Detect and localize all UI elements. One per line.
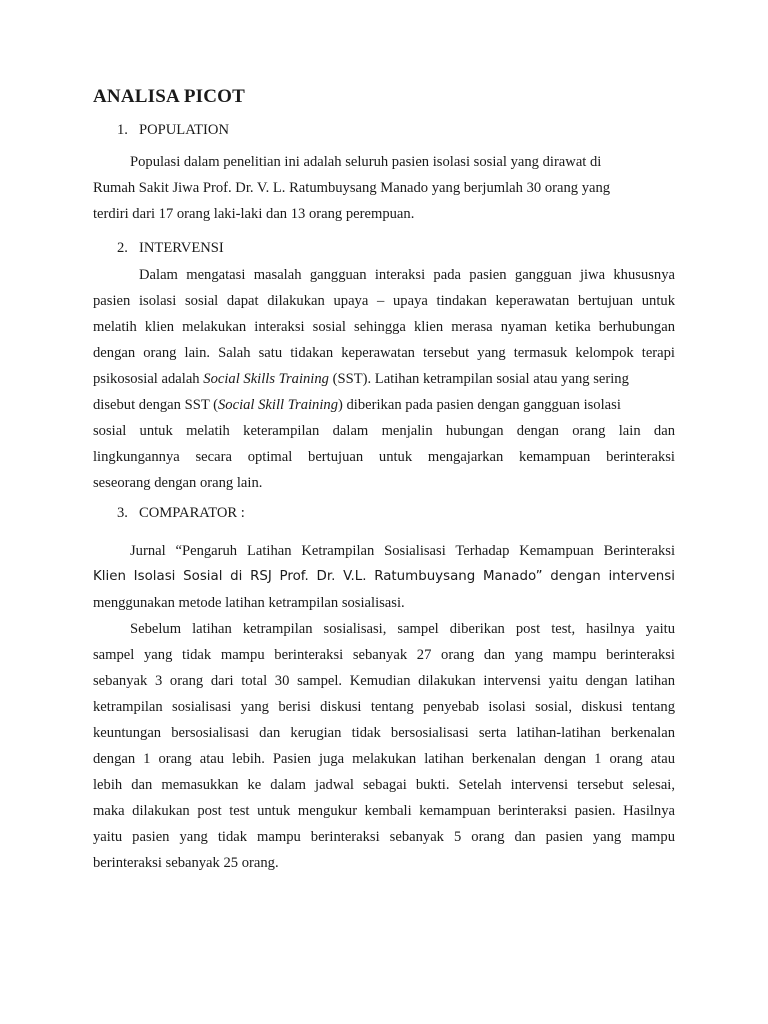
paragraph-line: maka dilakukan post test untuk mengukur kembali kemampuan berinteraksi pasien. Hasilnya [93, 803, 675, 819]
document-title: ANALISA PICOT [93, 86, 245, 107]
paragraph-line: yaitu pasien yang tidak mampu berinteraksi sebanyak 5 orang dan pasien yang mampu [93, 829, 675, 845]
paragraph-line: keuntungan bersosialisasi dan kerugian tidak bersosialisasi serta latihan-latihan berkenalan [93, 725, 675, 741]
paragraph-line: seseorang dengan orang lain. [93, 475, 263, 491]
paragraph-line: Dalam mengatasi masalah gangguan interaksi pada pasien gangguan jiwa khususnya [139, 267, 675, 283]
paragraph-line: ketrampilan sosialisasi yang berisi diskusi tentang penyebab isolasi sosial, diskusi tentang [93, 699, 675, 715]
paragraph-line: Jurnal “Pengaruh Latihan Ketrampilan Sosialisasi Terhadap Kemampuan Berinteraksi [130, 543, 675, 559]
paragraph-line: Rumah Sakit Jiwa Prof. Dr. V. L. Ratumbuysang Manado yang berjumlah 30 orang yang [93, 180, 611, 196]
section-title: COMPARATOR : [139, 505, 245, 521]
paragraph-line: Sebelum latihan ketrampilan sosialisasi, sampel diberikan post test, hasilnya yaitu [130, 621, 675, 637]
section-number: 3. [117, 505, 128, 521]
paragraph-line: terdiri dari 17 orang laki-laki dan 13 orang perempuan. [93, 206, 415, 222]
line-text: disebut dengan SST ( [93, 397, 218, 413]
paragraph-line [93, 366, 675, 392]
line-text: (SST). Latihan ketrampilan sosial atau yang sering [332, 371, 629, 387]
paragraph-line: lingkungannya secara optimal bertujuan untuk mengajarkan kemampuan berinteraksi [93, 449, 675, 465]
comparator-paragraph [93, 538, 675, 876]
paragraph-line: dengan orang lain. Salah satu tidakan keperawatan tersebut yang termasuk kelompok terapi [93, 345, 675, 361]
section-heading-intervensi [117, 240, 224, 257]
section-title: POPULATION [139, 122, 229, 138]
paragraph-line: Klien Isolasi Sosial di RSJ Prof. Dr. V.L. Ratumbuysang Manado” dengan intervensi [93, 569, 675, 584]
section-title: INTERVENSI [139, 240, 224, 256]
paragraph-line [93, 392, 675, 418]
italic-term: Social Skills Training [203, 371, 329, 387]
paragraph-line: melatih klien melakukan interaksi sosial sehingga klien merasa nyaman ketika berhubungan [93, 319, 675, 335]
paragraph-line: sampel yang tidak mampu berinteraksi sebanyak 27 orang dan yang mampu berinteraksi [93, 647, 675, 663]
section-number: 2. [117, 240, 128, 256]
paragraph-line: Populasi dalam penelitian ini adalah seluruh pasien isolasi sosial yang dirawat di [130, 154, 602, 170]
section-heading-population [117, 122, 229, 139]
paragraph-line: berinteraksi sebanyak 25 orang. [93, 855, 279, 871]
italic-term: Social Skill Training [218, 397, 338, 413]
paragraph-line: sebanyak 3 orang dari total 30 sampel. Kemudian dilakukan intervensi yaitu dengan latihan [93, 673, 675, 689]
paragraph-line: dengan 1 orang atau lebih. Pasien juga melakukan latihan berkenalan dengan 1 orang atau [93, 751, 675, 767]
paragraph-line: sosial untuk melatih keterampilan dalam menjalin hubungan dengan orang lain dan [93, 423, 675, 439]
section-number: 1. [117, 122, 128, 138]
intervensi-paragraph [93, 262, 675, 496]
paragraph-line: lebih dan memasukkan ke dalam jadwal sebagai bukti. Setelah intervensi tersebut selesai, [93, 777, 675, 793]
paragraph-line: menggunakan metode latihan ketrampilan sosialisasi. [93, 595, 405, 611]
section-heading-comparator [117, 505, 245, 522]
line-text: ) diberikan pada pasien dengan gangguan isolasi [338, 397, 621, 413]
paragraph-line: pasien isolasi sosial dapat dilakukan upaya – upaya tindakan keperawatan bertujuan untuk [93, 293, 675, 309]
line-text: psikososial adalah [93, 371, 200, 387]
population-paragraph [93, 149, 675, 227]
